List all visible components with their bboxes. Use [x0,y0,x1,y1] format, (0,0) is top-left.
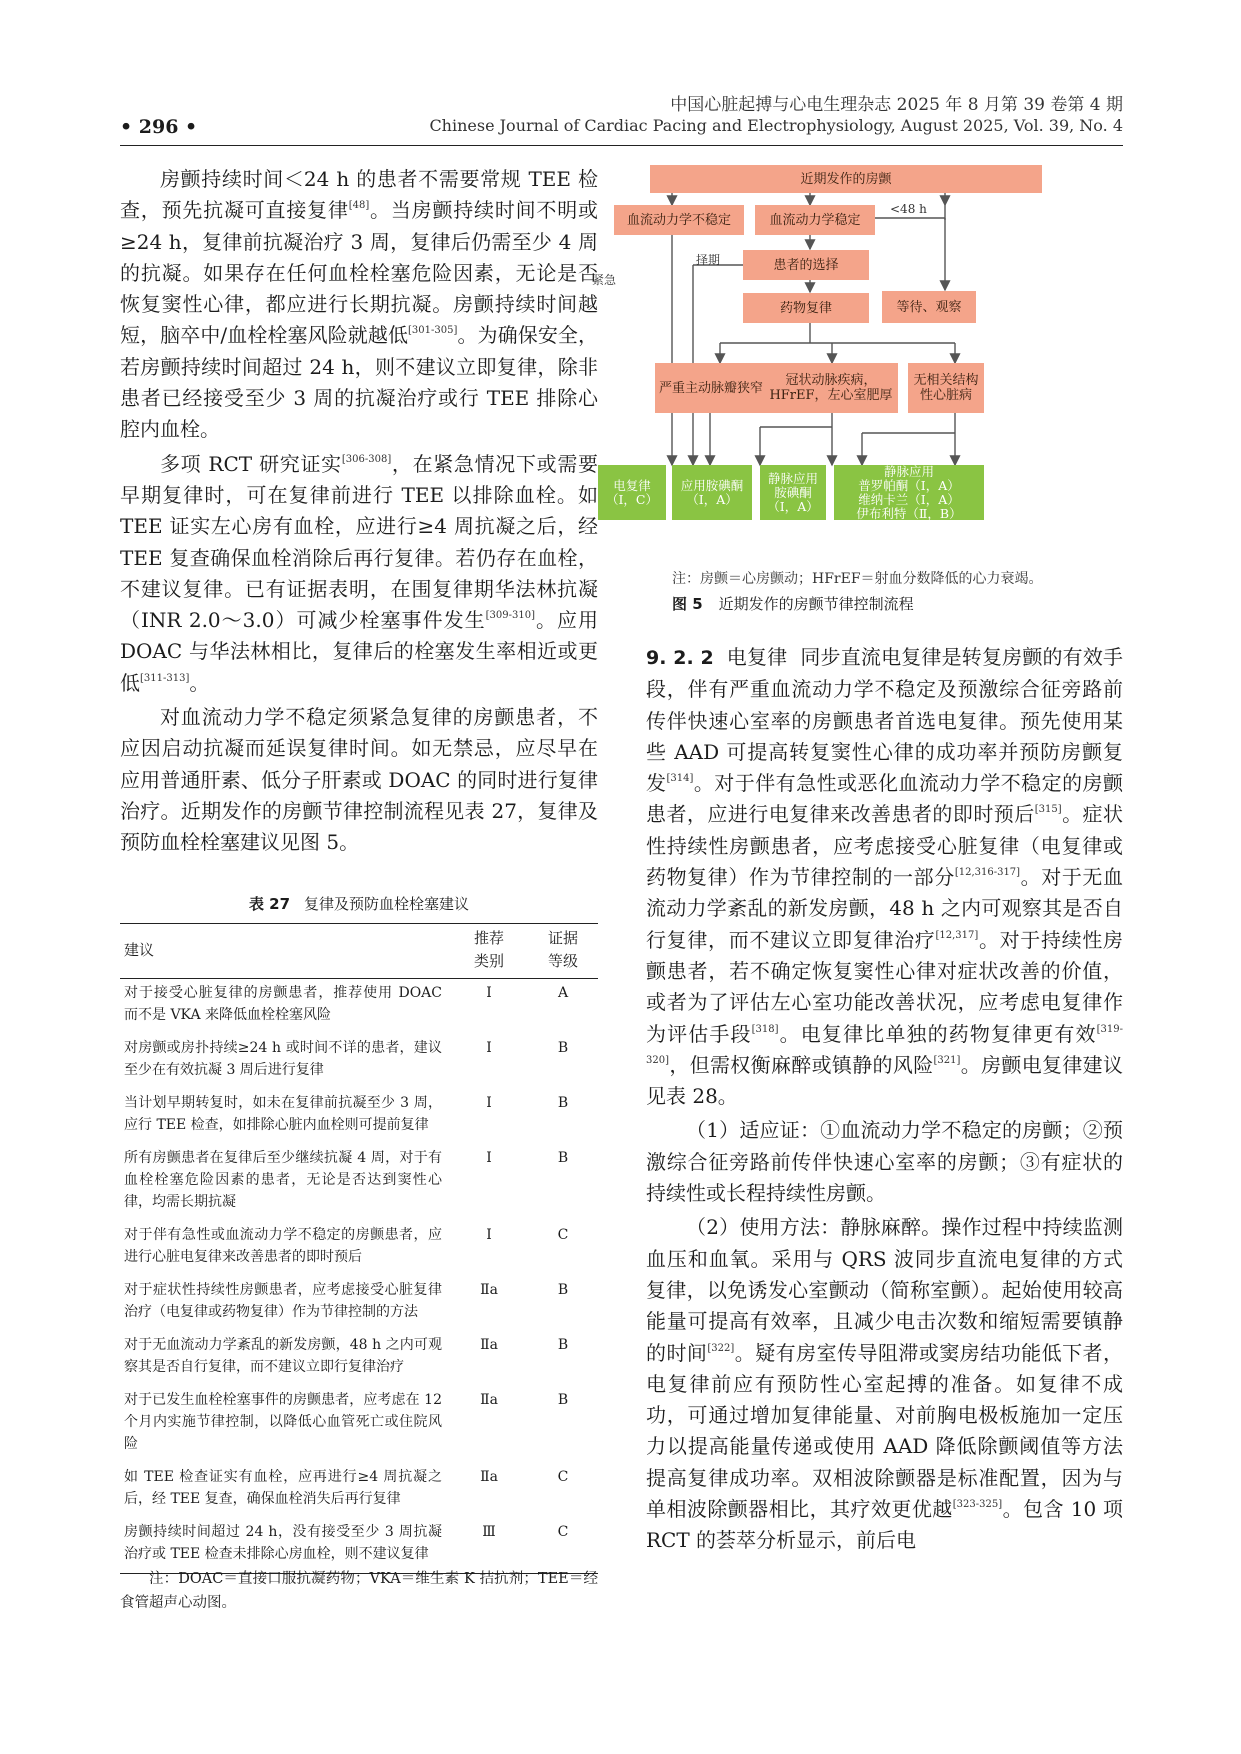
cell-level: C [557,1227,569,1243]
section-paragraph: 9. 2. 2 电复律 同步直流电复律是转复房颤的有效手段，伴有严重血流动力学不稳定及预激综合征旁路前传伴快速心室率的房颤患者首选电复律。预先使用某些 AAD 可提高转复窦性心律的成功率并预防房颤复发[314]。对于伴有急性或恶化血流动力学不稳定的房颤患者，应进行电复律来改善患者的即时预后[315]。症状性持续性房颤患者，应考虑接受心脏复律（电复律或药物复律）作为节律控制的一部分[12,316-317]。对于无血流动力学紊乱的新发房颤，48 h 之内可观察其是否自行复律，而不建议立即复律治疗[12,317]。对于持续性房颤患者，若不确定恢复窦性心律对症状改善的价值，或者为了评估左心室功能改善状况，应考虑电复律作为评估手段[318]。电复律比单独的药物复律更有效[319-320]，但需权衡麻醉或镇静的风险[321]。房颤电复律建议见表 28。 [646,645,1124,1109]
label-urgent: 紧急 [592,273,617,287]
cell-recommendation: 对于接受心脏复律的房颤患者，推荐使用 DOAC 而不是 VKA 来降低血栓栓塞风险 [124,985,442,1023]
citation[interactable]: [48] [348,200,370,212]
section-title: 电复律 [726,645,788,669]
table-row [120,979,598,1035]
table-note: 注：DOAC＝直接口服抗凝药物；VKA＝维生素 K 拮抗剂；TEE＝经食管超声心动图。 [120,1571,598,1611]
citation[interactable]: [12,317] [935,929,979,941]
label-lt48h: <48 h [890,202,927,216]
cell-recommendation: 所有房颤患者在复律后至少继续抗凝 4 周，对于有血栓栓塞危险因素的患者，无论是否达到窦性心律，均需长期抗凝 [124,1150,442,1210]
cell-class: Ⅰ [486,1095,492,1111]
right-column [646,642,1123,1557]
citation[interactable]: [321] [933,1054,961,1066]
flow-box-wait-observe: 等待、观察 [882,291,976,323]
paragraph: 对血流动力学不稳定须紧急复律的房颤患者，不应因启动抗凝而延误复律时间。如无禁忌，应尽早在应用普通肝素、低分子肝素或 DOAC 的同时进行复律治疗。近期发作的房颤节律控制流程见表 27，复律及预防血栓栓塞建议见图 5。 [120,705,598,855]
table-row [120,1331,598,1386]
flow-box-drug-conversion: 药物复律 [743,293,869,323]
cell-recommendation: 对于无血流动力学紊乱的新发房颤，48 h 之内可观察其是否自行复律，而不建议立即行复律治疗 [124,1337,442,1375]
citation[interactable]: [306-308] [341,453,392,465]
cell-level: B [557,1337,569,1353]
table-row [120,1144,598,1221]
flow-box-recent-af: 近期发作的房颤 [650,165,1042,193]
flow-box-hemodynamic-unstable: 血流动力学不稳定 [614,205,744,235]
cell-level: C [557,1469,569,1485]
cell-class: Ⅰ [486,1040,492,1056]
table-header-row [120,924,598,979]
cell-class: Ⅲ [482,1524,496,1540]
header-rule [120,145,1123,146]
cell-level: B [557,1040,569,1056]
cell-class: Ⅰ [486,1227,492,1243]
page-number: • 296 • [120,116,198,138]
cell-class: Ⅱa [480,1469,498,1485]
label-elective: 择期 [696,253,721,267]
journal-title-en: Chinese Journal of Cardiac Pacing and Electrophysiology, August 2025, Vol. 39, No. 4 [429,116,1123,135]
header-recommendation: 建议 [124,940,155,959]
cell-level: B [557,1282,569,1298]
citation[interactable]: [309-310] [485,610,535,622]
cell-level: B [557,1150,569,1166]
cell-recommendation: 房颤持续时间超过 24 h，没有接受至少 3 周抗凝治疗或 TEE 检查未排除心房血栓，则不建议复律 [124,1524,442,1562]
table-title: 表 27 复律及预防血栓栓塞建议 [248,895,470,913]
paragraph-method: （2）使用方法：静脉麻醉。操作过程中持续监测血压和血氧。采用与 QRS 波同步直流电复律的方式复律，以免诱发心室颤动（简称室颤）。起始使用较高能量可提高有效率，且减少电击次数和缩短需要镇静的时间[322]。疑有房室传导阻滞或窦房结功能低下者，电复律前应有预防性心室起搏的准备。如复律不成功，可通过增加复律能量、对前胸电极板施加一定压力以提高能量传递或使用 AAD 降低除颤阈值等方法提高复律成功率。双相波除颤器是标准配置，因为与单相波除颤器相比，其疗效更优越[323-325]。包含 10 项 RCT 的荟萃分析显示，前后电 [646,1215,1124,1553]
cell-recommendation: 如 TEE 检查证实有血栓，应再进行≥4 周抗凝之后，经 TEE 复查，确保血栓消失后再行复律 [124,1469,442,1507]
cell-level: B [557,1392,569,1408]
citation[interactable]: [319-320] [646,1023,1124,1066]
cell-recommendation: 当计划早期转复时，如未在复律前抗凝至少 3 周，应行 TEE 检查，如排除心脏内血栓则可提前复律 [124,1095,442,1133]
flow-box-no-structural-hd: 无相关结构 性心脏病 [908,363,984,413]
citation[interactable]: [12,316-317] [954,867,1021,879]
cell-recommendation: 对房颤或房扑持续≥24 h 或时间不详的患者，建议至少在有效抗凝 3 周后进行复律 [124,1040,442,1078]
citation[interactable]: [311-313] [140,672,190,684]
cell-recommendation: 对于症状性持续性房颤患者，应考虑接受心脏复律治疗（电复律或药物复律）作为节律控制的方法 [124,1282,442,1320]
paragraph: 多项 RCT 研究证实[306-308]，在紧急情况下或需要早期复律时，可在复律前进行 TEE 以排除血栓。如 TEE 证实左心房有血栓，应进行≥4 周抗凝之后，经 TEE 复查确保血栓消除后再行复律。若仍存在血栓，不建议复律。已有证据表明，在围复律期华法林抗凝（INR 2.0～3.0）可减少栓塞事件发生[309-310]。应用 DOAC 与华法林相比，复律后的栓塞发生率相近或更低[311-313]。 [120,451,599,695]
cell-class: Ⅰ [486,985,492,1001]
table-row [120,1276,598,1331]
cell-class: Ⅱa [480,1392,498,1408]
citation[interactable]: [314] [666,773,694,785]
table-row [120,1221,598,1276]
flow-box-patient-choice: 患者的选择 [743,250,869,280]
citation[interactable]: [323-325] [952,1499,1003,1511]
table-row [120,1463,598,1518]
cell-class: Ⅱa [480,1282,498,1298]
cell-class: Ⅰ [486,1150,492,1166]
cell-level: A [557,985,569,1001]
flow-box-cad-hfref: 冠状动脉疾病， HFrEF，左心室肥厚 [764,363,898,413]
cell-level: C [557,1524,569,1540]
flow-box-iv-drugs: 静脉应用 普罗帕酮（Ⅰ，A） 维纳卡兰（Ⅰ，A） 伊布利特（Ⅱ，B） [834,465,984,520]
flow-box-iv-amiodarone: 静脉应用 胺碘酮 （Ⅰ，A） [760,465,826,520]
flow-box-amiodarone: 应用胺碘酮 （Ⅰ，A） [672,465,752,520]
left-column [120,164,598,859]
flow-box-aortic-stenosis: 严重主动脉瓣狭窄 [655,363,767,413]
citation[interactable]: [322] [707,1342,735,1354]
cell-class: Ⅱa [480,1337,498,1353]
figure-flowchart [592,165,1105,565]
citation[interactable]: [315] [1034,804,1062,816]
flow-box-hemodynamic-stable: 血流动力学稳定 [755,205,875,235]
cell-level: B [557,1095,569,1111]
header-level: 证据 等级 [547,929,578,970]
flow-box-electric-conversion: 电复律 （Ⅰ，C） [598,465,666,520]
citation[interactable]: [318] [751,1023,779,1035]
cell-recommendation: 对于已发生血栓栓塞事件的房颤患者，应考虑在 12 个月内实施节律控制，以降低心血管死亡或住院风险 [124,1392,442,1452]
paragraph: 房颤持续时间＜24 h 的患者不需要常规 TEE 检查，预先抗凝可直接复律[48]。当房颤持续时间不明或≥24 h，复律前抗凝治疗 3 周，复律后仍需至少 4 周的抗凝。如果存在任何血栓栓塞危险因素，无论是否恢复窦性心律，都应进行长期抗凝。房颤持续时间越短，脑卒中/血栓栓塞风险就越低[301-305]。为确保安全，若房颤持续时间超过 24 h，则不建议立即复律，除非患者已经接受至少 3 周的抗凝治疗或行 TEE 排除心腔内血栓。 [120,167,598,442]
cell-recommendation: 对于伴有急性或血流动力学不稳定的房颤患者，应进行心脏电复律来改善患者的即时预后 [124,1227,442,1265]
table-row [120,1034,598,1089]
header-class: 推荐 类别 [473,929,504,970]
table-row [120,1089,598,1144]
recommendation-table [120,923,598,1574]
journal-title-cn: 中国心脏起搏与心电生理杂志 2025 年 8 月第 39 卷第 4 期 [670,95,1123,115]
figure-caption: 图 5 近期发作的房颤节律控制流程 [672,595,914,613]
citation[interactable]: [301-305] [408,325,458,337]
table-row [120,1518,598,1574]
table-row [120,1386,598,1463]
paragraph-indications: （1）适应证：①血流动力学不稳定的房颤；②预激综合征旁路前传伴快速心室率的房颤；③有症状的持续性或长程持续性房颤。 [646,1118,1123,1206]
section-number: 9. 2. 2 [646,647,714,669]
figure-note: 注：房颤＝心房颤动；HFrEF＝射血分数降低的心力衰竭。 [672,571,1043,587]
